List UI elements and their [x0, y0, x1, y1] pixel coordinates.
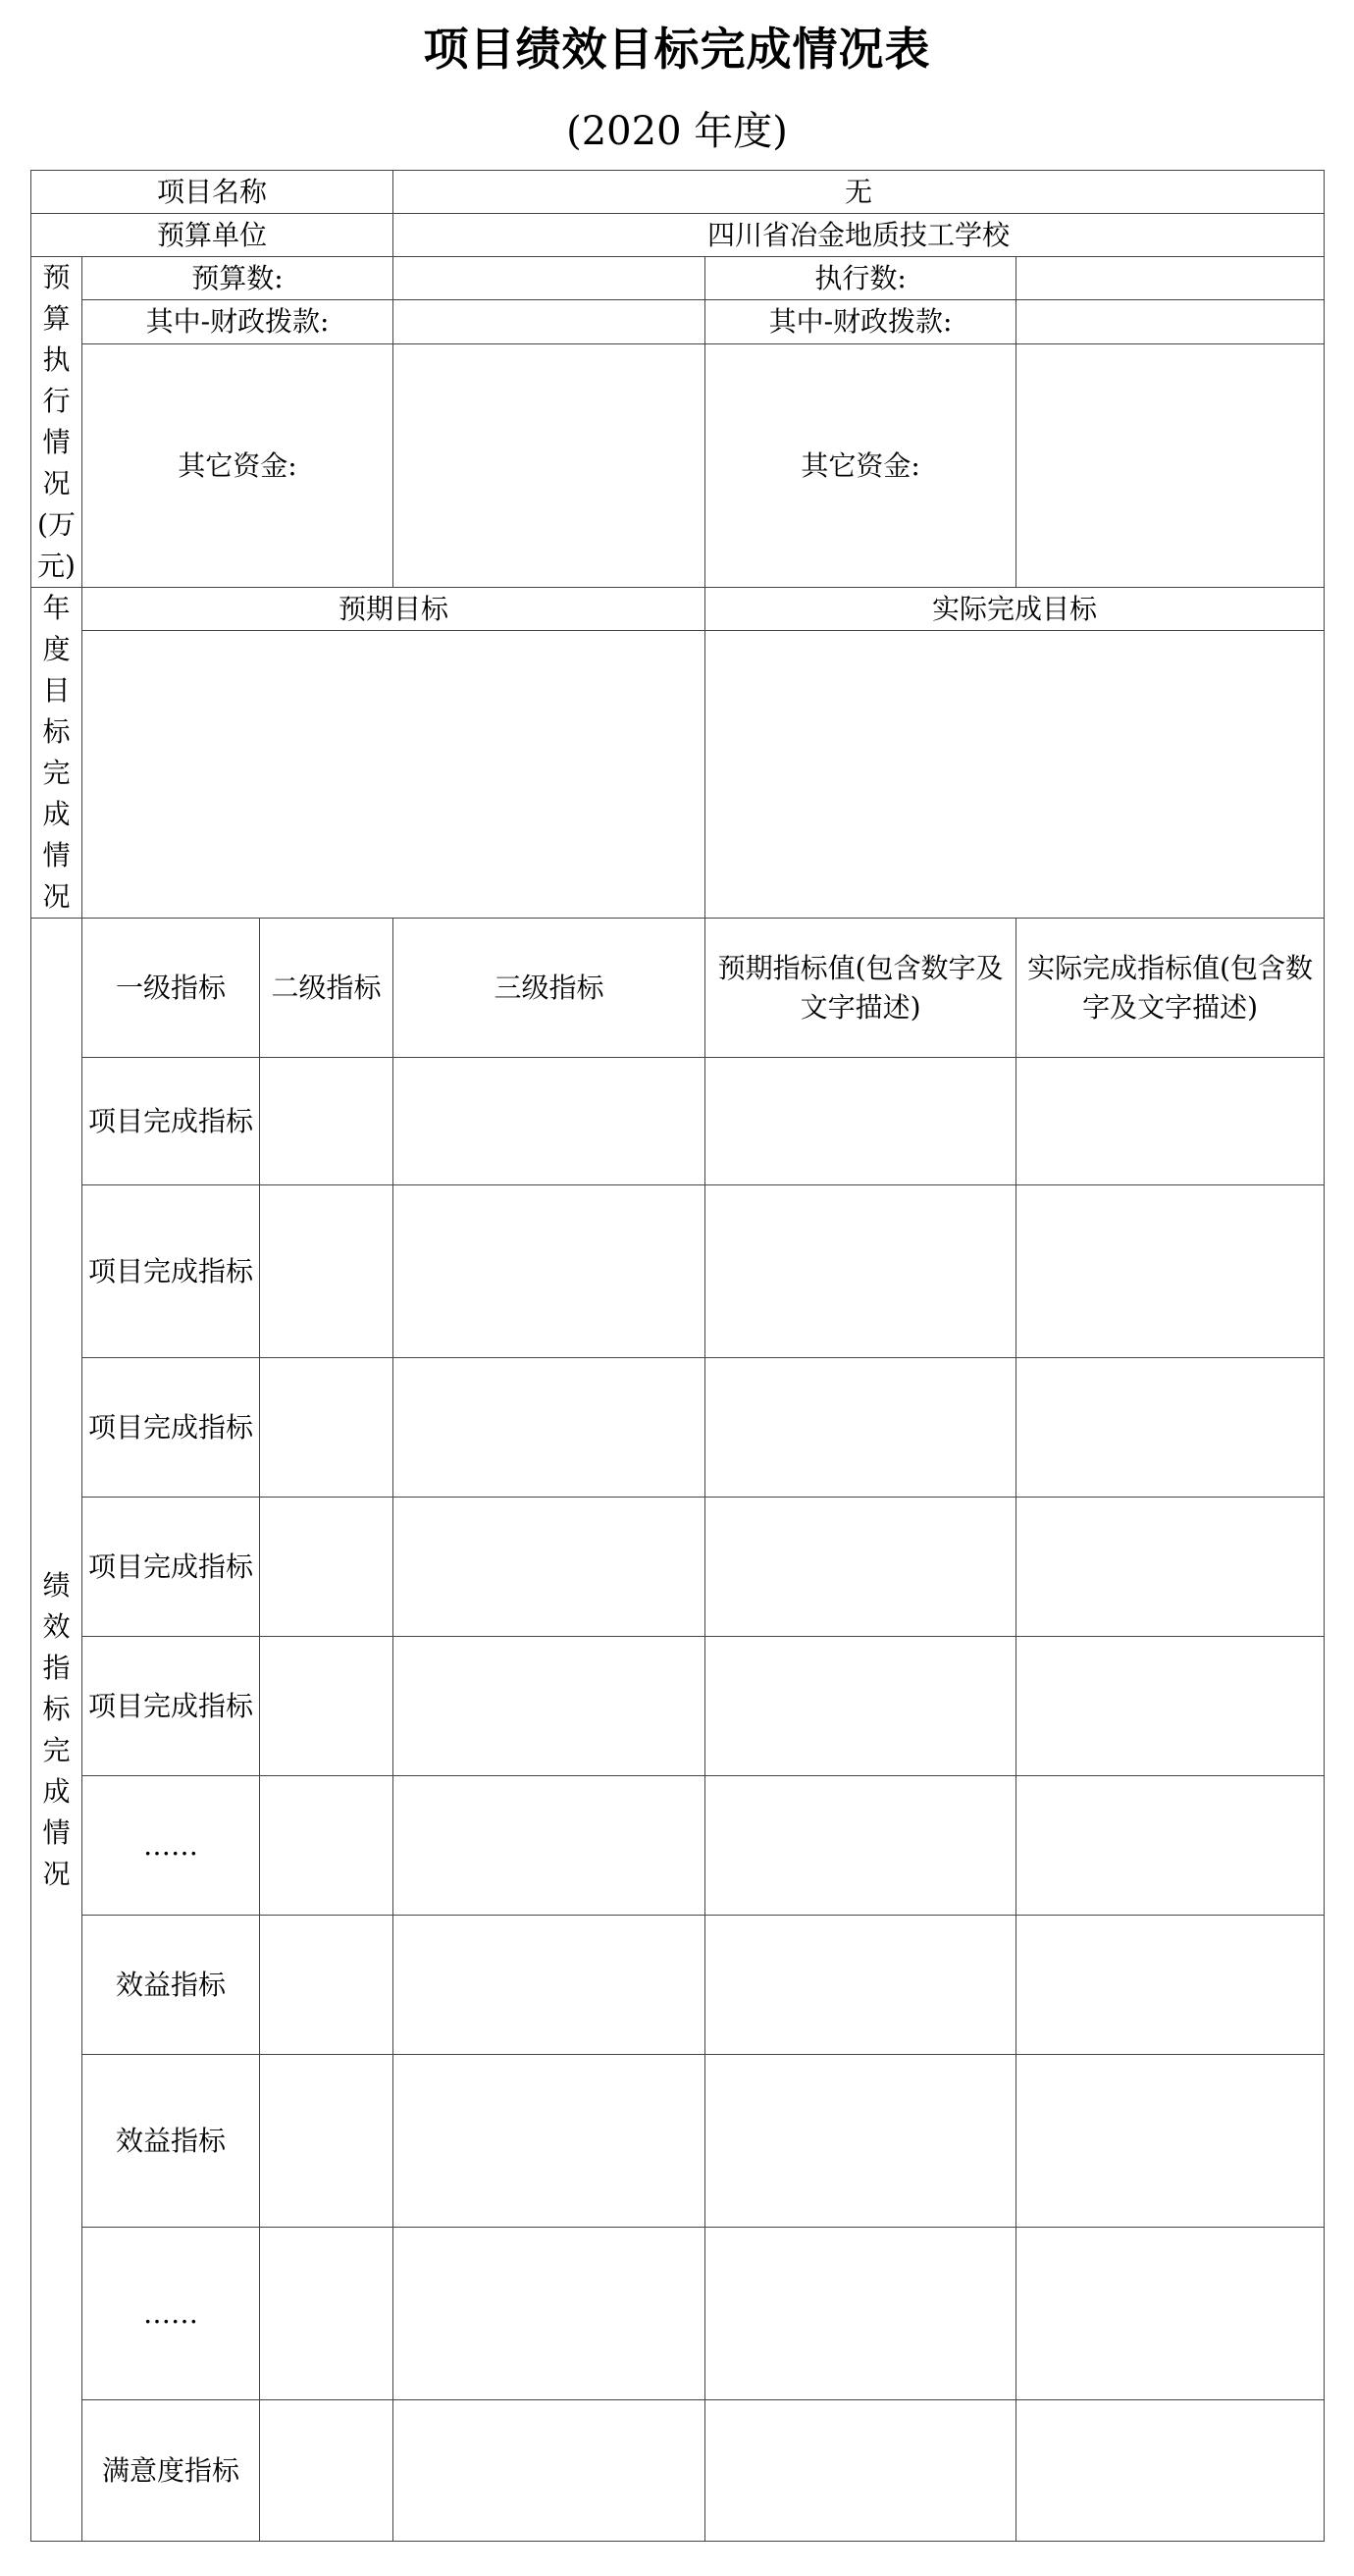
level3-header: 三级指标 [393, 919, 705, 1058]
indicator-level2-cell[interactable] [260, 1916, 393, 2055]
indicator-level1-cell: …… [82, 2228, 260, 2400]
indicator-row [31, 2055, 1325, 2228]
indicator-level1-cell: 满意度指标 [82, 2400, 260, 2542]
indicator-level3-cell[interactable] [393, 1058, 705, 1185]
indicator-actual-cell[interactable] [1016, 2055, 1325, 2228]
indicator-expected-cell[interactable] [705, 1498, 1016, 1637]
indicator-level1-cell: 项目完成指标 [82, 1058, 260, 1185]
indicator-expected-cell[interactable] [705, 1637, 1016, 1776]
indicator-level1-cell: 项目完成指标 [82, 1185, 260, 1358]
other-funds-row [31, 343, 1325, 587]
budget-amount-field[interactable] [393, 257, 705, 300]
indicators-header-row [31, 919, 1325, 1058]
fiscal-budget-field[interactable] [393, 300, 705, 343]
indicator-level3-cell[interactable] [393, 1498, 705, 1637]
project-name-label: 项目名称 [31, 171, 393, 214]
indicator-level2-cell[interactable] [260, 2400, 393, 2542]
indicator-row [31, 2228, 1325, 2400]
indicator-level2-cell[interactable] [260, 1058, 393, 1185]
indicator-level3-cell[interactable] [393, 1358, 705, 1498]
indicator-actual-cell[interactable] [1016, 1058, 1325, 1185]
indicator-actual-cell[interactable] [1016, 1185, 1325, 1358]
indicator-level2-cell[interactable] [260, 1185, 393, 1358]
indicator-level1-cell: 项目完成指标 [82, 1637, 260, 1776]
indicator-row [31, 1185, 1325, 1358]
budget-unit-row [31, 214, 1325, 257]
indicator-level2-cell[interactable] [260, 1637, 393, 1776]
fiscal-executed-field[interactable] [1016, 300, 1325, 343]
expected-goal-header: 预期目标 [82, 588, 705, 631]
indicator-expected-cell[interactable] [705, 1185, 1016, 1358]
project-name-value[interactable]: 无 [393, 171, 1325, 214]
performance-form-table [30, 170, 1325, 2542]
indicator-expected-cell[interactable] [705, 1776, 1016, 1916]
indicator-level2-cell[interactable] [260, 1358, 393, 1498]
indicator-actual-cell[interactable] [1016, 1637, 1325, 1776]
indicator-row [31, 1358, 1325, 1498]
indicator-row [31, 1058, 1325, 1185]
indicator-level3-cell[interactable] [393, 2400, 705, 2542]
expected-value-header: 预期指标值(包含数字及文字描述) [705, 919, 1016, 1058]
indicator-level1-cell: 项目完成指标 [82, 1358, 260, 1498]
budget-unit-label: 预算单位 [31, 214, 393, 257]
indicator-level1-cell: 项目完成指标 [82, 1498, 260, 1637]
indicator-expected-cell[interactable] [705, 2228, 1016, 2400]
indicator-actual-cell[interactable] [1016, 2400, 1325, 2542]
indicator-row [31, 1498, 1325, 1637]
indicator-level2-cell[interactable] [260, 2055, 393, 2228]
budget-amount-row [31, 257, 1325, 300]
indicator-level3-cell[interactable] [393, 1185, 705, 1358]
form-title: 项目绩效目标完成情况表 [423, 23, 931, 76]
indicator-level1-cell: 效益指标 [82, 2055, 260, 2228]
indicator-level1-cell: …… [82, 1776, 260, 1916]
project-name-row [31, 171, 1325, 214]
other-funds-executed-label: 其它资金: [705, 343, 1016, 587]
other-funds-executed-field[interactable] [1016, 343, 1325, 587]
indicator-expected-cell[interactable] [705, 1358, 1016, 1498]
indicator-actual-cell[interactable] [1016, 1358, 1325, 1498]
indicator-expected-cell[interactable] [705, 2400, 1016, 2542]
level2-header: 二级指标 [260, 919, 393, 1058]
budget-amount-label: 预算数: [82, 257, 393, 300]
annual-goal-section-label: 年 度 目 标 完 成 情 况 [31, 588, 82, 919]
other-funds-budget-label: 其它资金: [82, 343, 393, 587]
form-year: (2020 年度) [566, 109, 788, 154]
indicator-actual-cell[interactable] [1016, 1498, 1325, 1637]
indicator-row [31, 1916, 1325, 2055]
actual-goal-header: 实际完成目标 [705, 588, 1325, 631]
indicator-expected-cell[interactable] [705, 1916, 1016, 2055]
indicator-actual-cell[interactable] [1016, 1776, 1325, 1916]
budget-unit-value[interactable]: 四川省冶金地质技工学校 [393, 214, 1325, 257]
indicator-row [31, 1776, 1325, 1916]
indicator-level3-cell[interactable] [393, 2055, 705, 2228]
annual-goal-header-row [31, 588, 1325, 631]
indicator-level3-cell[interactable] [393, 1776, 705, 1916]
indicator-expected-cell[interactable] [705, 1058, 1016, 1185]
budget-section-label: 预 算 执 行 情 况 (万 元) [31, 257, 82, 588]
indicator-level1-cell: 效益指标 [82, 1916, 260, 2055]
indicator-level3-cell[interactable] [393, 2228, 705, 2400]
level1-header: 一级指标 [82, 919, 260, 1058]
indicator-level2-cell[interactable] [260, 1776, 393, 1916]
indicator-level3-cell[interactable] [393, 1916, 705, 2055]
executed-amount-field[interactable] [1016, 257, 1325, 300]
fiscal-row [31, 300, 1325, 343]
indicators-section-label: 绩 效 指 标 完 成 情 况 [31, 919, 82, 2542]
annual-goal-body-row [31, 631, 1325, 919]
indicator-level2-cell[interactable] [260, 1498, 393, 1637]
indicator-actual-cell[interactable] [1016, 2228, 1325, 2400]
indicator-expected-cell[interactable] [705, 2055, 1016, 2228]
indicator-actual-cell[interactable] [1016, 1916, 1325, 2055]
expected-goal-field[interactable] [82, 631, 705, 919]
fiscal-executed-label: 其中-财政拨款: [705, 300, 1016, 343]
indicator-level3-cell[interactable] [393, 1637, 705, 1776]
indicator-level2-cell[interactable] [260, 2228, 393, 2400]
executed-amount-label: 执行数: [705, 257, 1016, 300]
actual-goal-field[interactable] [705, 631, 1325, 919]
actual-value-header: 实际完成指标值(包含数字及文字描述) [1016, 919, 1325, 1058]
indicator-row [31, 1637, 1325, 1776]
fiscal-budget-label: 其中-财政拨款: [82, 300, 393, 343]
other-funds-budget-field[interactable] [393, 343, 705, 587]
indicator-row [31, 2400, 1325, 2542]
